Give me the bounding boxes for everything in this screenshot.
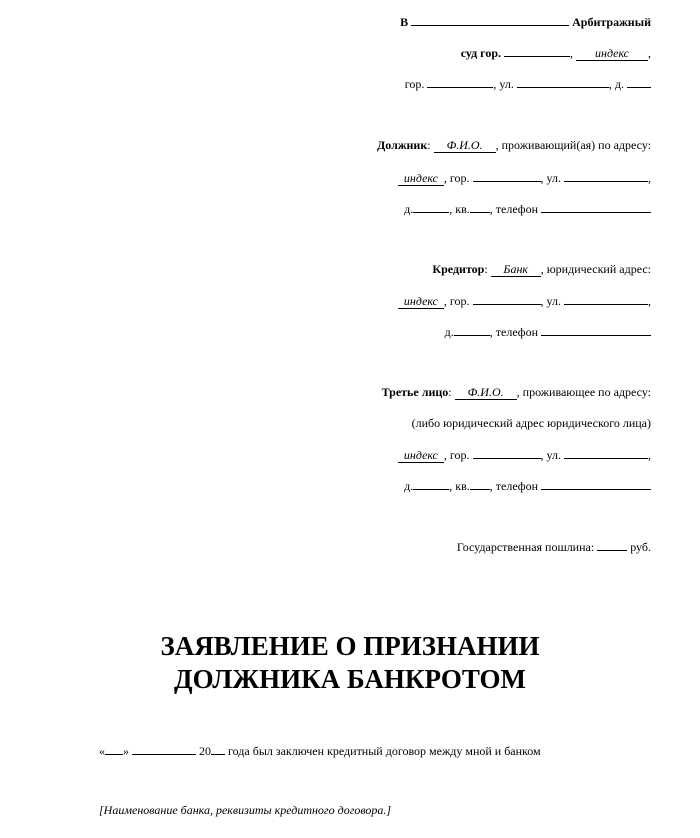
court-line-1 (400, 14, 651, 29)
third-line-4 (404, 478, 651, 493)
creditor-gor-label: , гор. (443, 294, 470, 308)
court-city-blank (504, 45, 570, 57)
court-d-label: , д. (608, 77, 624, 91)
court-blank (411, 14, 569, 26)
title-line-1: ЗАЯВЛЕНИЕ О ПРИЗНАНИИ (160, 631, 540, 661)
third-gor-label: , гор. (443, 448, 470, 462)
debtor-tel-label: , телефон (489, 202, 538, 216)
debtor-ul-blank (564, 170, 648, 182)
debtor-label: Должник (376, 138, 428, 152)
third-ul-label: , ул. (540, 448, 561, 462)
year-blank (211, 743, 225, 755)
third-ul-blank (564, 447, 648, 459)
document-title (0, 630, 700, 696)
month-blank (132, 743, 196, 755)
court-ul-label: , ул. (493, 77, 514, 91)
creditor-index: индекс (398, 295, 444, 309)
court-ul-blank (517, 76, 609, 88)
court-arbitration: Арбитражный (572, 15, 651, 29)
third-tel-blank (541, 478, 651, 490)
third-gor-blank (473, 447, 541, 459)
court-gor-label: гор. (404, 77, 425, 91)
court-index: индекс (576, 47, 648, 61)
debtor-line-2: индекс , гор. , ул. , (398, 170, 651, 186)
debtor-kv-label: , кв. (449, 202, 470, 216)
court-sud-gor: суд гор. (460, 46, 501, 60)
creditor-line-2: индекс , гор. , ул. , (398, 293, 651, 309)
body-first-line (99, 743, 541, 758)
creditor-name: Банк (491, 263, 541, 277)
third-kv-blank (470, 478, 490, 490)
title-line-2: ДОЛЖНИКА БАНКРОТОМ (174, 664, 526, 694)
creditor-ul-blank (564, 293, 648, 305)
third-addr-label: , проживающее по адресу: (516, 385, 651, 399)
creditor-tel-label: , телефон (489, 325, 538, 339)
debtor-line-1: Должник: Ф.И.О. , проживающий(ая) по адресу: (376, 138, 651, 152)
creditor-gor-blank (473, 293, 541, 305)
third-tel-label: , телефон (489, 479, 538, 493)
close-quote: » (123, 744, 129, 758)
court-line-2: суд гор. , индекс , (460, 46, 651, 60)
debtor-tel-blank (541, 201, 651, 213)
court-gor-blank (427, 76, 493, 88)
body-text: года был заключен кредитный договор между мной и банком (228, 744, 541, 758)
fee-blank (597, 539, 627, 551)
third-fio: Ф.И.О. (455, 386, 517, 400)
debtor-ul-label: , ул. (540, 171, 561, 185)
third-line-3: индекс , гор. , ул. , (398, 447, 651, 463)
debtor-kv-blank (470, 201, 490, 213)
debtor-index: индекс (398, 172, 444, 186)
fee-line (457, 539, 651, 554)
creditor-addr-label: , юридический адрес: (540, 262, 651, 276)
fee-label: Государственная пошлина: (456, 540, 595, 554)
debtor-fio: Ф.И.О. (434, 139, 496, 153)
third-d-label: д. (404, 479, 414, 493)
fee-unit: руб. (630, 540, 651, 554)
creditor-ul-label: , ул. (540, 294, 561, 308)
third-d-blank (413, 478, 449, 490)
court-prefix: В (400, 15, 409, 29)
day-blank (105, 743, 123, 755)
creditor-tel-blank (541, 324, 651, 336)
bank-details-note: [Наименование банка, реквизиты кредитного договора.] (99, 803, 392, 817)
open-quote: « (99, 744, 105, 758)
court-line-3 (405, 76, 651, 91)
debtor-gor-label: , гор. (443, 171, 470, 185)
third-index: индекс (398, 449, 444, 463)
creditor-label: Кредитор (432, 262, 485, 276)
third-label: Третье лицо (381, 385, 449, 399)
debtor-addr-label: , проживающий(ая) по адресу: (495, 138, 651, 152)
third-alt-address: (либо юридический адрес юридического лица) (411, 416, 651, 430)
debtor-line-3 (404, 201, 651, 216)
creditor-line-1: Кредитор: Банк , юридический адрес: (432, 262, 651, 276)
third-kv-label: , кв. (449, 479, 470, 493)
year-prefix: 20 (199, 744, 211, 758)
court-d-blank (627, 76, 651, 88)
creditor-d-blank (454, 324, 490, 336)
third-line-1: Третье лицо: Ф.И.О. , проживающее по адресу: (381, 385, 651, 399)
debtor-d-blank (413, 201, 449, 213)
creditor-line-3 (445, 324, 651, 339)
debtor-gor-blank (473, 170, 541, 182)
debtor-d-label: д. (404, 202, 414, 216)
creditor-d-label: д. (444, 325, 454, 339)
third-line-2 (412, 416, 651, 430)
